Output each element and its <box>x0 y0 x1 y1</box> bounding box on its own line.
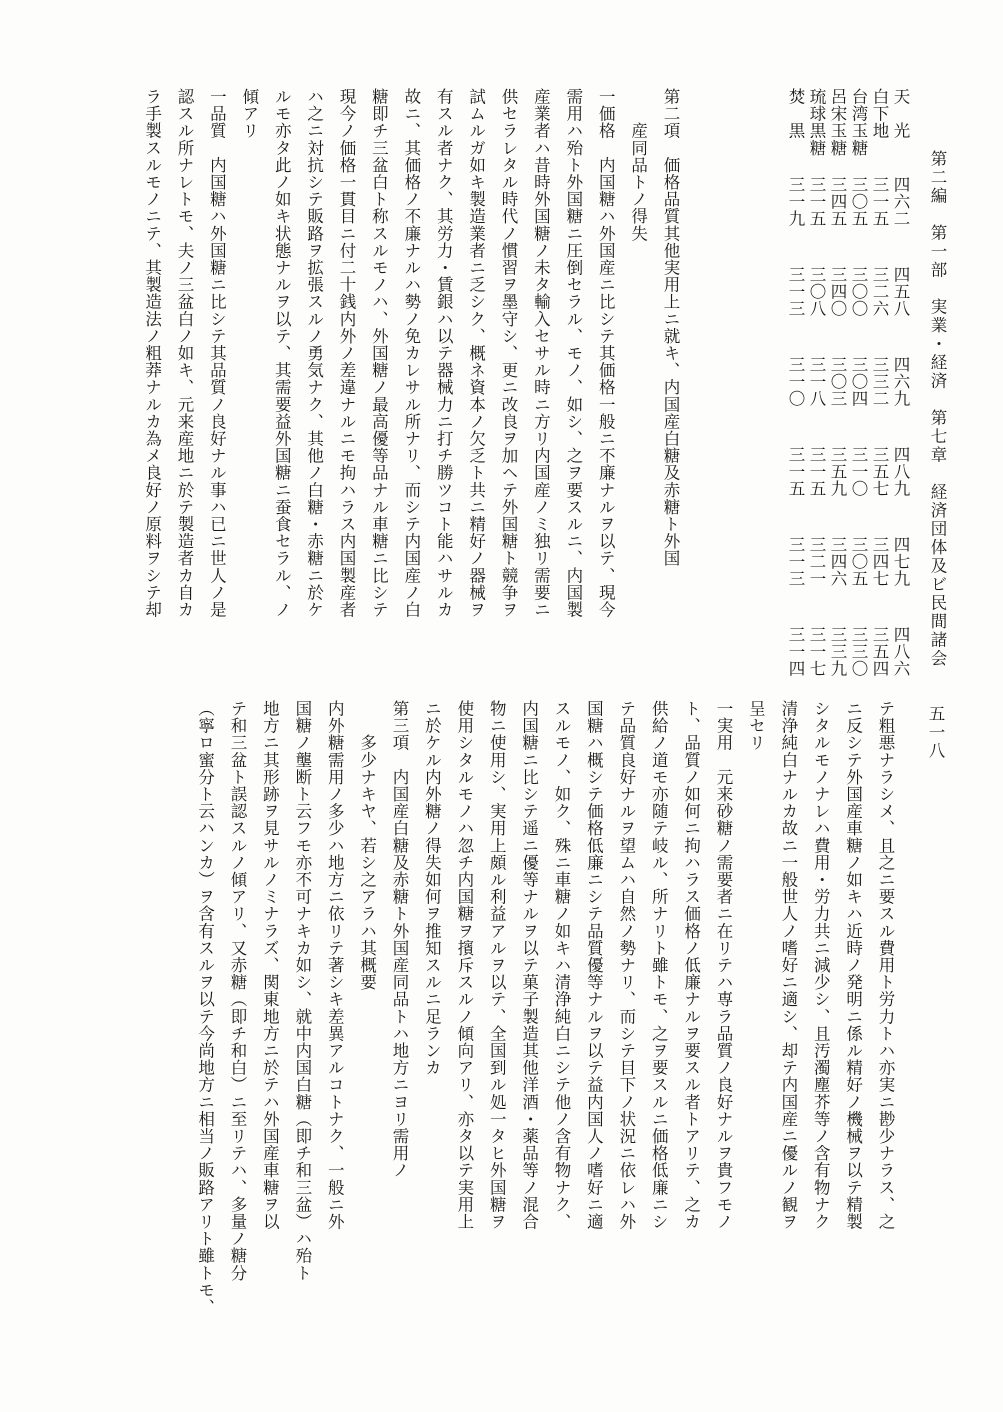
text-column: 試ムルガ如キ製造業者ニ乏シク、概ネ資本ノ欠乏ト共ニ精好ノ器械ヲ <box>466 88 486 619</box>
price-table-row-name: 台湾玉糖 <box>849 88 868 157</box>
price-table-cell: 三〇三 <box>828 356 847 408</box>
text-column: 第三項 内国産白糖及赤糖ト外国産同品トハ地方ニヨリ需用ノ <box>390 700 409 1179</box>
text-column: 故ニ、其価格ノ不廉ナルハ勢ノ免カレサル所ナリ、而シテ内国産ノ白 <box>401 88 421 619</box>
text-column: 地方ニ其形跡ヲ見サルノミナラズ、関東地方ニ於テハ外国産車糖ヲ以 <box>260 700 280 1231</box>
price-table-cell: 三一八 <box>807 356 826 408</box>
text-column: （寧ロ蜜分ト云ハンカ）ヲ含有スルヲ以テ今尚地方ニ相当ノ販路アリト雖トモ、 <box>195 700 215 1316</box>
text-column: 国糖ハ概シテ価格低廉ニシテ品質優等ナルヲ以テ益内国人ノ嗜好ニ適 <box>584 700 604 1231</box>
price-table-row-name: 呂宋玉糖 <box>828 88 847 157</box>
price-table-cell: 三一三 <box>786 536 805 588</box>
price-table-cell: 三三九 <box>828 626 847 678</box>
text-column: 物ニ使用シ、実用上頗ル利益アルヲ以テ、全国到ル処一タヒ外国糖ヲ <box>487 700 507 1231</box>
price-table-cell: 三一〇 <box>786 356 805 408</box>
text-column: 一実用 元来砂糖ノ需要者ニ在リテハ専ラ品質ノ良好ナルヲ貴フモノ <box>714 700 733 1231</box>
price-table-cell: 四六九 <box>891 356 910 408</box>
price-table-cell: 三一七 <box>807 626 826 678</box>
price-table-cell: 四六二 <box>891 176 910 228</box>
price-table-cell: 三四〇 <box>828 266 847 318</box>
price-table-cell: 三四六 <box>828 536 847 588</box>
price-table-cell: 四八九 <box>891 446 910 498</box>
text-column: 清浄純白ナルカ故ニ一般世人ノ嗜好ニ適シ、却テ内国産ニ優ルノ観ヲ <box>778 700 798 1231</box>
text-column: ト、品質ノ如何ニ拘ハラス価格ノ低廉ナルヲ要スル者トアリテ、之カ <box>681 700 701 1231</box>
price-table-cell: 三二六 <box>870 266 889 318</box>
text-column: 使用シタルモノハ忽チ内国糖ヲ擯斥スルノ傾向アリ、亦タ以テ実用上 <box>454 700 474 1231</box>
text-column: シタルモノナレハ費用・労力共ニ減少シ、且汚濁塵芥等ノ含有物ナク <box>811 700 831 1231</box>
price-table-cell: 三四五 <box>828 176 847 228</box>
text-column: ルモ亦タ此ノ如キ状態ナルヲ以テ、其需要益外国糖ニ蚕食セラル、ノ <box>272 88 292 619</box>
price-table-cell: 三一三 <box>786 266 805 318</box>
text-column: 傾アリ <box>239 88 259 140</box>
text-column: 糖即チ三盆白ト称スルモノハ、外国糖ノ最高優等品ナル車糖ニ比シテ <box>369 88 389 619</box>
text-column: 一価格 内国糖ハ外国産ニ比シテ其価格一般ニ不廉ナルヲ以テ、現今 <box>596 88 616 619</box>
price-table-row-name: 琉球黒糖 <box>807 88 826 157</box>
price-table-cell: 三一五 <box>870 176 889 228</box>
price-table-cell: 三〇八 <box>807 266 826 318</box>
text-column: 一品質 内国糖ハ外国糖ニ比シテ其品質ノ良好ナル事ハ已ニ世人ノ是 <box>207 88 227 619</box>
running-head: 第二編 第一部 実業・経済 第七章 経済団体及ビ民間諸会 <box>928 150 947 668</box>
price-table-cell: 三二一 <box>807 536 826 588</box>
price-table-cell: 三一〇 <box>849 446 868 498</box>
page-number: 五一八 <box>926 705 945 761</box>
text-column: 有スル者ナク、其労力・賃銀ハ以テ器械力ニ打チ勝ツコト能ハサルカ <box>434 88 454 619</box>
price-table-cell: 三一五 <box>786 446 805 498</box>
text-column: ニ於ケル内外糖ノ得失如何ヲ推知スルニ足ランカ <box>422 700 442 1077</box>
price-table-cell: 三三二 <box>870 356 889 408</box>
price-table-cell: 三〇〇 <box>849 266 868 318</box>
text-column: 国糖ノ壟断ト云フモ亦不可ナキカ如シ、就中内国白糖（即チ和三盆）ハ殆ト <box>292 700 312 1282</box>
text-column: ラ手製スルモノニテ、其製造法ノ粗莽ナルカ為メ良好ノ原料ヲシテ却 <box>142 88 162 619</box>
price-table-cell: 三〇五 <box>849 536 868 588</box>
text-column: スルモノ、如ク、殊ニ車糖ノ如キハ清浄純白ニシテ他ノ含有物ナク、 <box>552 700 571 1231</box>
price-table-cell: 三一四 <box>786 626 805 678</box>
text-column: 内外糖需用ノ多少ハ地方ニ依リテ著シキ差異アルコトナク、一般ニ外 <box>325 700 345 1231</box>
price-table-cell: 三五四 <box>870 626 889 678</box>
text-column: 産業者ハ昔時外国糖ノ未タ輸入セサル時ニ方リ内国産ノミ独リ需要ニ <box>531 88 551 619</box>
price-table-cell: 三五九 <box>828 446 847 498</box>
text-column: ハ之ニ対抗シテ販路ヲ拡張スルノ勇気ナク、其他ノ白糖・赤糖ニ於ケ <box>304 88 324 619</box>
text-column: 呈セリ <box>746 700 766 752</box>
text-column: 多少ナキヤ、若シ之アラハ其概要 <box>357 700 377 991</box>
text-column: テ和三盆ト誤認スルノ傾アリ、又赤糖（即チ和白）ニ至リテハ、多量ノ糖分 <box>228 700 247 1282</box>
price-table-cell: 三〇五 <box>849 176 868 228</box>
price-table-cell: 三五七 <box>870 446 889 498</box>
price-table-cell: 三一五 <box>807 446 826 498</box>
price-table-cell: 三一五 <box>807 176 826 228</box>
price-table-cell: 三〇四 <box>849 356 868 408</box>
text-column: 産同品トノ得失 <box>628 88 648 242</box>
price-table-cell: 四五八 <box>891 266 910 318</box>
price-table-row-name: 白下地 <box>870 88 889 140</box>
price-table-row-name: 天 光 <box>891 88 910 140</box>
text-column: 供セラレタル時代ノ慣習ヲ墨守シ、更ニ改良ヲ加ヘテ外国糖ト競争ヲ <box>499 88 518 619</box>
price-table-cell: 三四七 <box>870 536 889 588</box>
text-column: 供給ノ道モ亦随テ岐ル、所ナリト雖トモ、之ヲ要スルニ価格低廉ニシ <box>649 700 669 1231</box>
text-column: 需用ハ殆ト外国糖ニ圧倒セラル、モノ、如シ、之ヲ要スルニ、内国製 <box>563 88 583 619</box>
price-table-row-name: 焚 黒 <box>786 88 805 140</box>
text-column: 第二項 価格品質其他実用上ニ就キ、内国産白糖及赤糖ト外国 <box>661 88 680 567</box>
text-column: 認スル所ナレトモ、夫ノ三盆白ノ如キ、元来産地ニ於テ製造者カ自カ <box>175 88 194 619</box>
price-table-cell: 四八六 <box>891 626 910 678</box>
text-column: ニ反シテ外国産車糖ノ如キハ近時ノ発明ニ係ル精好ノ機械ヲ以テ精製 <box>843 700 863 1231</box>
price-table-cell: 三三〇 <box>849 626 868 678</box>
price-table-cell: 三一九 <box>786 176 805 228</box>
price-table-cell: 四七九 <box>891 536 910 588</box>
text-column: 内国糖ニ比シテ遥ニ優等ナルヲ以テ菓子製造其他洋酒・薬品等ノ混合 <box>519 700 539 1231</box>
text-column: テ品質良好ナルヲ望ムハ自然ノ勢ナリ、而シテ目下ノ状況ニ依レハ外 <box>616 700 636 1231</box>
text-column: 現今ノ価格一貫目ニ付二十銭内外ノ差違ナルニモ拘ハラス内国製産者 <box>337 88 356 619</box>
text-column: テ粗悪ナラシメ、且之ニ要スル費用ト労力トハ亦実ニ尠少ナラス、之 <box>876 700 895 1231</box>
